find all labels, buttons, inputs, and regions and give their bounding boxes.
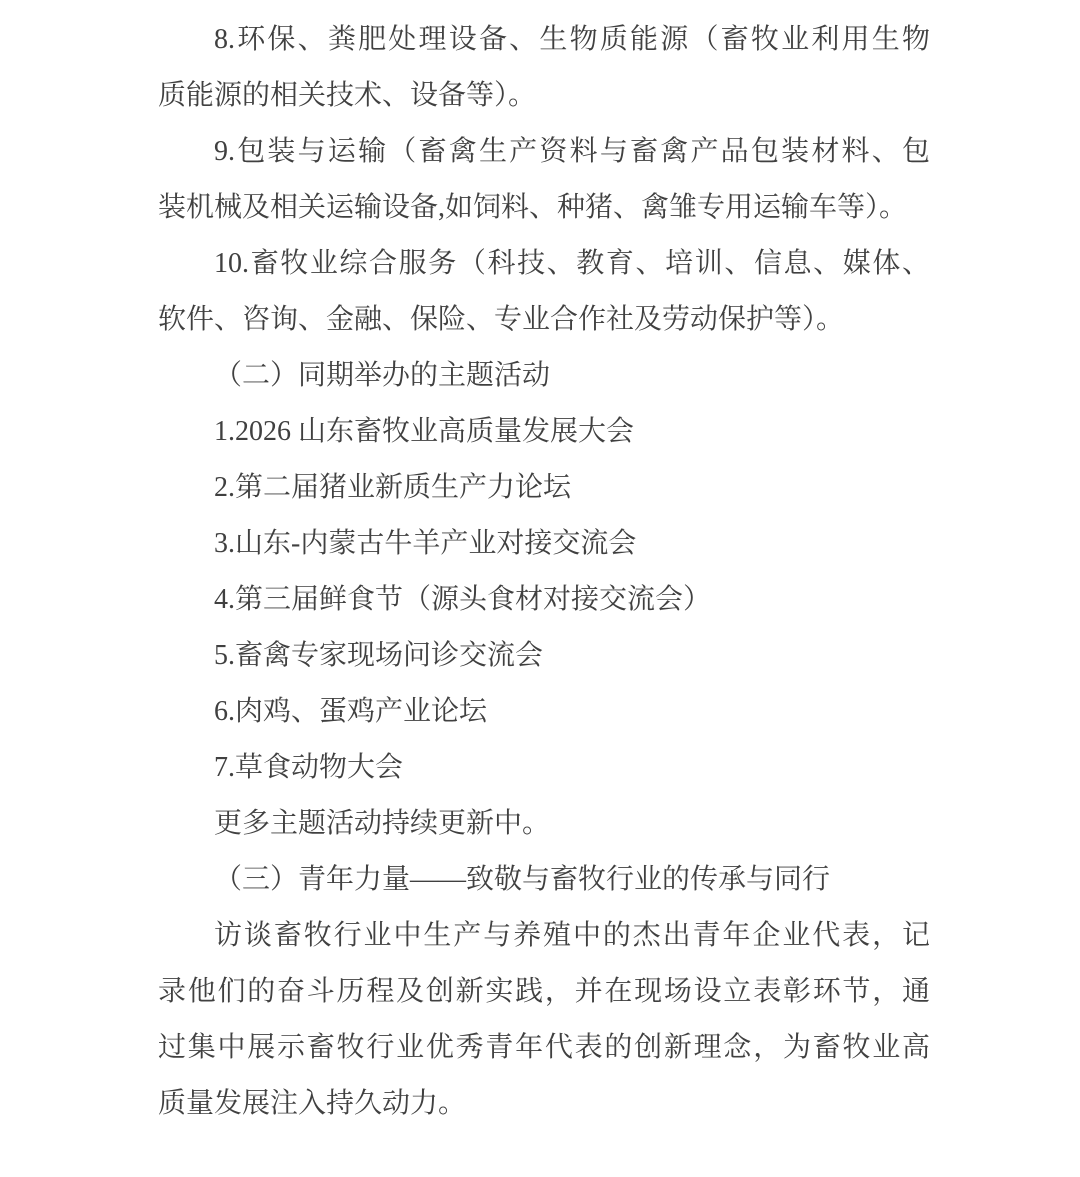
text-line: 8.环保、粪肥处理设备、生物质能源（畜牧业利用生物: [214, 24, 930, 55]
text-line: 9.包装与运输（畜禽生产资料与畜禽产品包装材料、包: [214, 136, 930, 167]
text-line: 7.草食动物大会: [214, 752, 404, 783]
text-line: 质能源的相关技术、设备等）。: [158, 80, 537, 111]
text-line: （二）同期举办的主题活动: [214, 360, 551, 391]
text-line: 6.肉鸡、蛋鸡产业论坛: [214, 696, 488, 727]
paragraph: [158, 236, 930, 348]
paragraph: [158, 348, 930, 404]
text-line: （三）青年力量——致敬与畜牧行业的传承与同行: [214, 864, 831, 895]
text-line: 2.第二届猪业新质生产力论坛: [214, 472, 572, 503]
text-line: 软件、咨询、金融、保险、专业合作社及劳动保护等）。: [158, 304, 845, 335]
paragraph: [158, 628, 930, 684]
paragraph: [158, 684, 930, 740]
paragraph: [158, 572, 930, 628]
paragraph: [158, 404, 930, 460]
paragraph: [158, 516, 930, 572]
text-line: 10.畜牧业综合服务（科技、教育、培训、信息、媒体、: [214, 248, 930, 279]
text-line: 4.第三届鲜食节（源头食材对接交流会）: [214, 584, 712, 615]
text-line: 3.山东-内蒙古牛羊产业对接交流会: [214, 528, 637, 559]
document-content: [158, 12, 930, 1132]
text-line: 访谈畜牧行业中生产与养殖中的杰出青年企业代表，记: [214, 920, 930, 951]
text-line: 录他们的奋斗历程及创新实践，并在现场设立表彰环节，通: [158, 976, 930, 1007]
paragraph: [158, 12, 930, 124]
paragraph: [158, 460, 930, 516]
paragraph: [158, 852, 930, 908]
text-line: 更多主题活动持续更新中。: [214, 808, 551, 839]
text-line: 1.2026 山东畜牧业高质量发展大会: [214, 416, 635, 447]
text-line: 质量发展注入持久动力。: [158, 1088, 467, 1119]
paragraph: [158, 796, 930, 852]
text-line: 5.畜禽专家现场问诊交流会: [214, 640, 544, 671]
paragraph: [158, 124, 930, 236]
text-line: 过集中展示畜牧行业优秀青年代表的创新理念，为畜牧业高: [158, 1032, 930, 1063]
paragraph: [158, 740, 930, 796]
paragraph: [158, 908, 930, 1132]
text-line: 装机械及相关运输设备,如饲料、种猪、禽雏专用运输车等）。: [158, 192, 908, 223]
